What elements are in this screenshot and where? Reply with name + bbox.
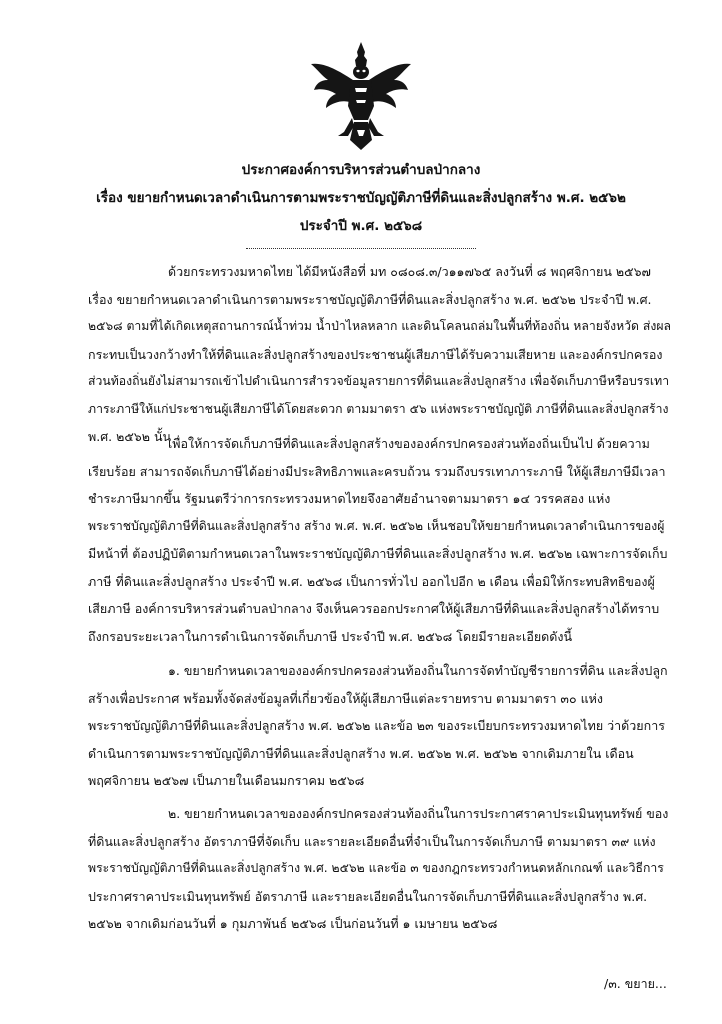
garuda-emblem-icon — [308, 40, 414, 152]
announcement-subject: เรื่อง ขยายกำหนดเวลาดำเนินการตามพระราชบัญญัติภาษีที่ดินและสิ่งปลูกสร้าง พ.ศ. ๒๕๖๒ — [96, 190, 626, 206]
paragraph-line: พ.ศ. ๒๕๖๒ นั้น — [88, 429, 172, 444]
paragraph-line: ๑. ขยายกำหนดเวลาขององค์กรปกครองส่วนท้องถิ่นในการจัดทำบัญชีรายการที่ดิน และสิ่งปลูก — [168, 663, 668, 678]
paragraph-line: ชำระภาษีมากขึ้น รัฐมนตรีว่าการกระทรวงมหาดไทยจึงอาศัยอำนาจตามมาตรา ๑๔ วรรคสอง แห่ง — [88, 491, 611, 506]
paragraph-line: เรียบร้อย สามารถจัดเก็บภาษีได้อย่างมีประสิทธิภาพและครบถ้วน รวมถึงบรรเทาภาระภาษี ให้ผู้เสียภาษีมีเวลา — [88, 463, 666, 479]
paragraph-line: กระทบเป็นวงกว้างทำให้ที่ดินและสิ่งปลูกสร้างของประชาชนผู้เสียภาษีได้รับความเสียหาย และองค์กรปกครอง — [88, 346, 663, 362]
paragraph-item-1 — [88, 657, 674, 795]
paragraph-purpose — [88, 430, 674, 650]
paragraph-line: พฤศจิกายน ๒๕๖๗ เป็นภายในเดือนมกราคม ๒๕๖๘ — [88, 773, 365, 788]
paragraph-line: ประกาศราคาประเมินทุนทรัพย์ อัตราภาษี และรายละเอียดอื่นในการจัดเก็บภาษีที่ดินและสิ่งปลูกสร้าง พ.ศ. — [88, 888, 648, 904]
paragraph-line: ๒๕๖๘ ตามที่ได้เกิดเหตุสถานการณ์น้ำท่วม น้ำป่าไหลหลาก และดินโคลนถล่มในพื้นที่ท้องถิ่น หลายจังหวัด ส่งผล — [88, 319, 672, 333]
paragraph-line: เรื่อง ขยายกำหนดเวลาดำเนินการตามพระราชบัญญัติภาษีที่ดินและสิ่งปลูกสร้าง พ.ศ. ๒๕๖๒ ประจำปี พ.ศ. — [88, 291, 652, 307]
announcement-title: ประกาศองค์การบริหารส่วนตำบลป่ากลาง — [241, 162, 481, 178]
paragraph-line: พระราชบัญญัติภาษีที่ดินและสิ่งปลูกสร้าง สร้าง พ.ศ. พ.ศ. ๒๕๖๒ เห็นชอบให้ขยายกำหนดเวลาดำเนินการของผู้ — [88, 518, 665, 533]
announcement-year: ประจำปี พ.ศ. ๒๕๖๘ — [299, 218, 423, 234]
paragraph-line: ด้วยกระทรวงมหาดไทย ได้มีหนังสือที่ มท ๐๘๐๘.๓/ว๑๑๗๖๕ ลงวันที่ ๘ พฤศจิกายน ๒๕๖๗ — [168, 264, 651, 279]
paragraph-line: ดำเนินการตามพระราชบัญญัติภาษีที่ดินและสิ่งปลูกสร้าง พ.ศ. ๒๕๖๒ พ.ศ. ๒๕๖๒ จากเดิมภายใน เดือน — [88, 745, 634, 761]
paragraph-line: ที่ดินและสิ่งปลูกสร้าง อัตราภาษีที่จัดเก็บ และรายละเอียดอื่นที่จำเป็นในการจัดเก็บภาษี ตามมาตรา ๓๙ แห่ง — [88, 833, 656, 849]
continuation-note: /๓. ขยาย... — [604, 976, 667, 991]
paragraph-line: มีหน้าที่ ต้องปฏิบัติตามกำหนดเวลาในพระราชบัญญัติภาษีที่ดินและสิ่งปลูกสร้าง พ.ศ. ๒๕๖๒ เฉพาะการจัดเก็บ — [88, 546, 668, 561]
paragraph-line: ๒๕๖๒ จากเดิมก่อนวันที่ ๑ กุมภาพันธ์ ๒๕๖๘ เป็นก่อนวันที่ ๑ เมษายน ๒๕๖๘ — [88, 916, 498, 931]
paragraph-item-2 — [88, 800, 674, 938]
paragraph-intro — [88, 258, 674, 451]
paragraph-line: ๒. ขยายกำหนดเวลาขององค์กรปกครองส่วนท้องถิ่นในการประกาศราคาประเมินทุนทรัพย์ ของ — [168, 806, 669, 821]
paragraph-line: ภาษี ที่ดินและสิ่งปลูกสร้าง ประจำปี พ.ศ. ๒๕๖๘ เป็นการทั่วไป ออกไปอีก ๒ เดือน เพื่อมิให้กระทบสิทธิของผู้ — [88, 573, 655, 589]
paragraph-line: พระราชบัญญัติภาษีที่ดินและสิ่งปลูกสร้าง พ.ศ. ๒๕๖๒ และข้อ ๓ ของกฎกระทรวงกำหนดหลักเกณฑ์ และวิธีการ — [88, 861, 664, 875]
paragraph-line: เพื่อให้การจัดเก็บภาษีที่ดินและสิ่งปลูกสร้างขององค์กรปกครองส่วนท้องถิ่นเป็นไป ด้วยความ — [168, 436, 650, 451]
paragraph-line: พระราชบัญญัติภาษีที่ดินและสิ่งปลูกสร้าง พ.ศ. ๒๕๖๒ และข้อ ๒๓ ของระเบียบกระทรวงมหาดไทย ว่าด้วยการ — [88, 718, 665, 733]
paragraph-line: เสียภาษี องค์การบริหารส่วนตำบลป่ากลาง จึงเห็นควรออกประกาศให้ผู้เสียภาษีที่ดินและสิ่งปลูกสร้างได้ทราบ — [88, 601, 660, 616]
dotted-divider — [246, 248, 476, 249]
paragraph-line: สร้างเพื่อประกาศ พร้อมทั้งจัดส่งข้อมูลที่เกี่ยวข้องให้ผู้เสียภาษีแต่ละรายทราบ ตามมาตรา ๓๐ แห่ง — [88, 690, 603, 706]
paragraph-line: ส่วนท้องถิ่นยังไม่สามารถเข้าไปดำเนินการสำรวจข้อมูลรายการที่ดินและสิ่งปลูกสร้าง เพื่อจัดเก็บภาษีหรือบรรเทา — [88, 374, 670, 388]
paragraph-line: ภาระภาษีให้แก่ประชาชนผู้เสียภาษีได้โดยสะดวก ตามมาตรา ๕๖ แห่งพระราชบัญญัติ ภาษีที่ดินและสิ่งปลูกสร้าง — [88, 401, 669, 416]
paragraph-line: ถึงกรอบระยะเวลาในการดำเนินการจัดเก็บภาษี ประจำปี พ.ศ. ๒๕๖๘ โดยมีรายละเอียดดังนี้ — [88, 628, 573, 644]
